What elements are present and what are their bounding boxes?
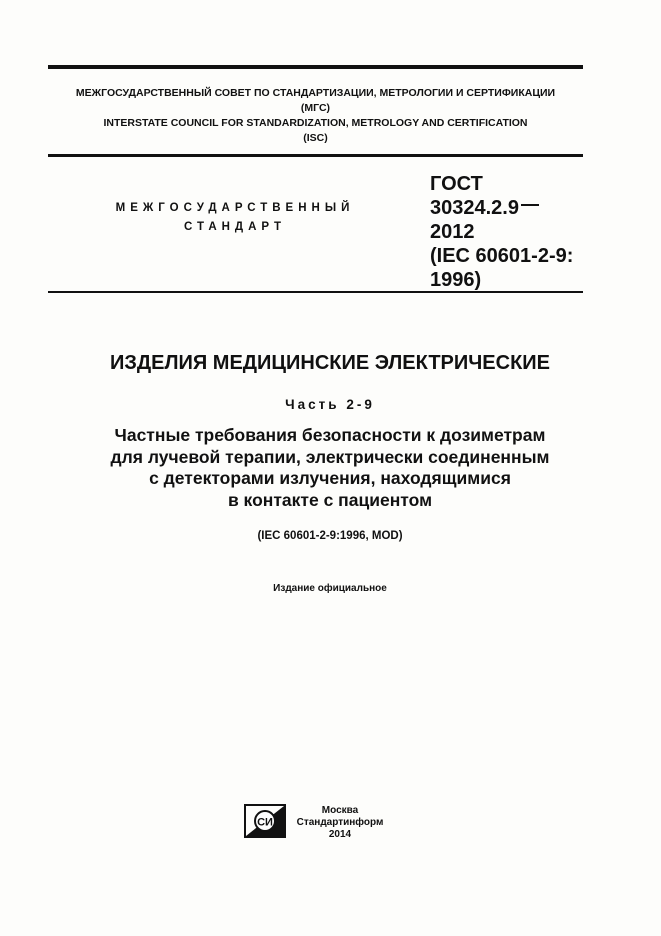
subtitle-line: для лучевой терапии, электрически соединенным bbox=[110, 446, 550, 467]
subtitle-line: в контакте с пациентом bbox=[227, 489, 433, 510]
council-abbr-en: (ISC) bbox=[303, 132, 328, 144]
top-rule bbox=[48, 65, 583, 69]
gost-number: 30324.2.9 bbox=[430, 197, 519, 219]
designation-dash bbox=[521, 204, 539, 206]
bottom-rule bbox=[48, 291, 583, 293]
edition-note: Издание официальное bbox=[273, 583, 387, 594]
council-header bbox=[48, 86, 583, 146]
document-title: ИЗДЕЛИЯ МЕДИЦИНСКИЕ ЭЛЕКТРИЧЕСКИЕ bbox=[109, 352, 551, 374]
iec-designation-line2: 1996) bbox=[430, 269, 482, 291]
standard-type bbox=[100, 199, 370, 237]
iec-designation-line1: (IEC 60601-2-9: bbox=[430, 245, 574, 267]
council-name-ru: МЕЖГОСУДАРСТВЕННЫЙ СОВЕТ ПО СТАНДАРТИЗАЦИИ, МЕТРОЛОГИИ И СЕРТИФИКАЦИИ bbox=[75, 87, 556, 99]
subtitle-line: Частные требования безопасности к дозиметрам bbox=[114, 425, 546, 445]
document-subtitle bbox=[20, 425, 640, 511]
publisher-name: Стандартинформ bbox=[296, 817, 384, 828]
part-number: Часть 2-9 bbox=[285, 397, 375, 412]
council-name-en: INTERSTATE COUNCIL FOR STANDARDIZATION, METROLOGY AND CERTIFICATION bbox=[103, 117, 528, 129]
publisher-city: Москва bbox=[321, 805, 359, 816]
standard-type-line2: СТАНДАРТ bbox=[184, 221, 286, 233]
council-abbr-ru: (МГС) bbox=[300, 102, 331, 114]
middle-rule bbox=[48, 154, 583, 157]
standartinform-logo-icon bbox=[244, 804, 286, 838]
subtitle-line: с детекторами излучения, находящимися bbox=[149, 468, 511, 488]
publication-year: 2014 bbox=[328, 829, 352, 840]
iec-reference: (IEC 60601-2-9:1996, MOD) bbox=[257, 530, 403, 542]
gost-year: 2012 bbox=[430, 221, 475, 243]
standard-designation bbox=[430, 172, 590, 292]
logo-lettering: СИ bbox=[257, 816, 273, 829]
publisher-block bbox=[290, 805, 390, 841]
standard-type-line1: МЕЖГОСУДАРСТВЕННЫЙ bbox=[115, 202, 355, 214]
gost-label: ГОСТ bbox=[430, 173, 483, 195]
